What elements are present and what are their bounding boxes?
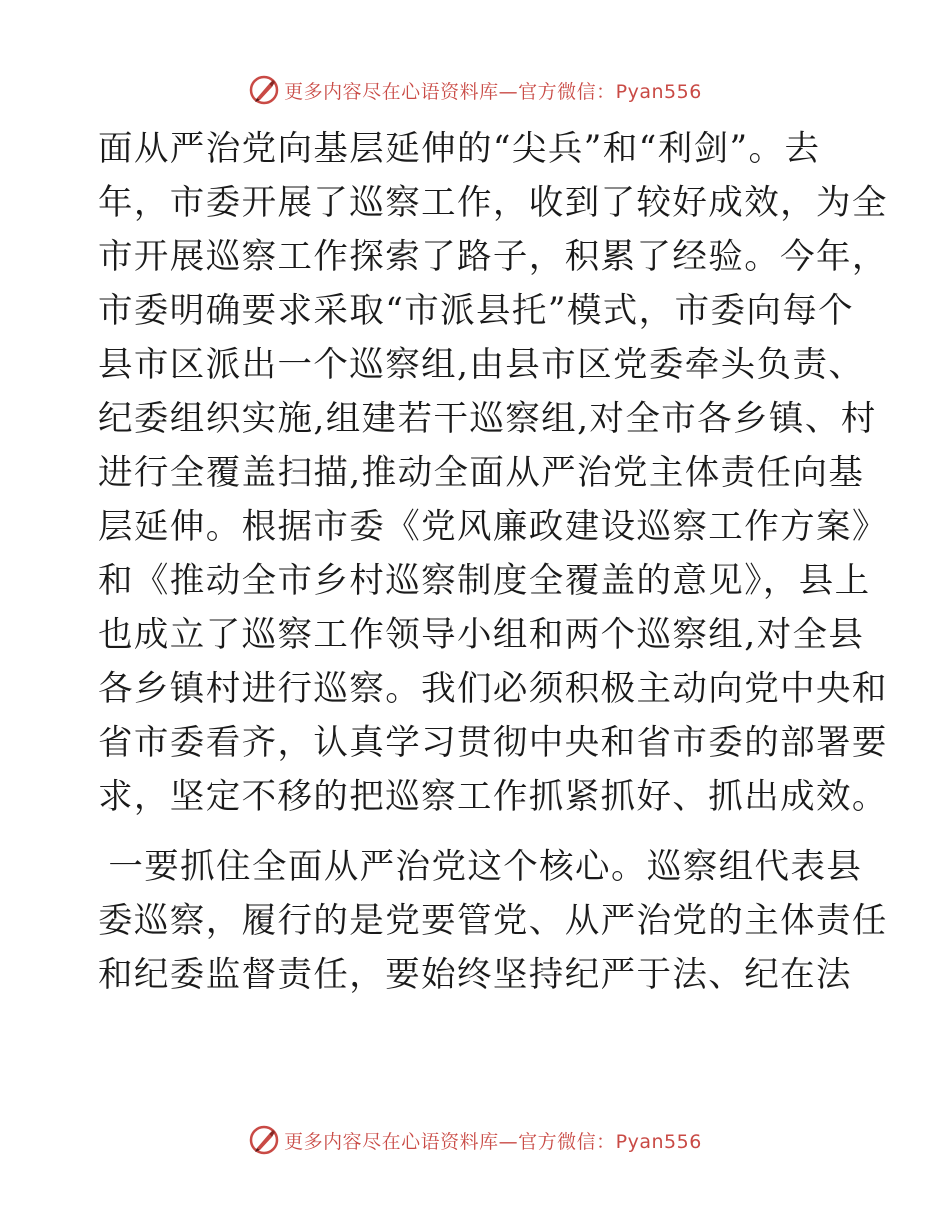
pen-logo-icon (248, 74, 280, 106)
document-body (98, 122, 888, 1002)
pen-logo-icon (248, 1124, 280, 1156)
text-line: 和纪委监督责任，要始终坚持纪严于法、纪在法 (98, 955, 852, 995)
text-line: 市委明确要求采取“市派县托”模式，市委向每个 (98, 291, 855, 331)
footer-banner (0, 1122, 950, 1158)
text-line: 求，坚定不移的把巡察工作抓紧抓好、抓出成效。 (98, 777, 888, 817)
paragraph-spacer (98, 824, 858, 840)
paragraph-1 (98, 122, 888, 824)
text-line: 面从严治党向基层延伸的“尖兵”和“利剑”。去 (98, 129, 821, 169)
text-line: 和《推动全市乡村巡察制度全覆盖的意见》，县上 (98, 561, 871, 601)
header-banner-text: 更多内容尽在心语资料库—官方微信：Pyan556 (284, 80, 702, 103)
text-line: 年，市委开展了巡察工作，收到了较好成效，为全 (98, 183, 888, 223)
text-line: 也成立了巡察工作领导小组和两个巡察组,对全县 (98, 615, 865, 655)
text-line: 市开展巡察工作探索了路子，积累了经验。今年， (98, 237, 888, 277)
footer-banner-text: 更多内容尽在心语资料库—官方微信：Pyan556 (284, 1130, 702, 1153)
text-line: 进行全覆盖扫描,推动全面从严治党主体责任向基 (98, 453, 865, 493)
header-banner (0, 72, 950, 108)
text-line: 一要抓住全面从严治党这个核心。巡察组代表县 (108, 847, 863, 887)
paragraph-2 (98, 840, 888, 1002)
text-line: 纪委组织实施,组建若干巡察组,对全市各乡镇、村 (98, 399, 877, 439)
text-line: 县市区派出一个巡察组,由县市区党委牵头负责、 (98, 345, 865, 385)
text-line: 省市委看齐，认真学习贯彻中央和省市委的部署要 (98, 723, 888, 763)
text-line: 层延伸。根据市委《党风廉政建设巡察工作方案》 (98, 507, 888, 547)
text-line: 各乡镇村进行巡察。我们必须积极主动向党中央和 (98, 669, 888, 709)
text-line: 委巡察，履行的是党要管党、从严治党的主体责任 (98, 901, 888, 941)
